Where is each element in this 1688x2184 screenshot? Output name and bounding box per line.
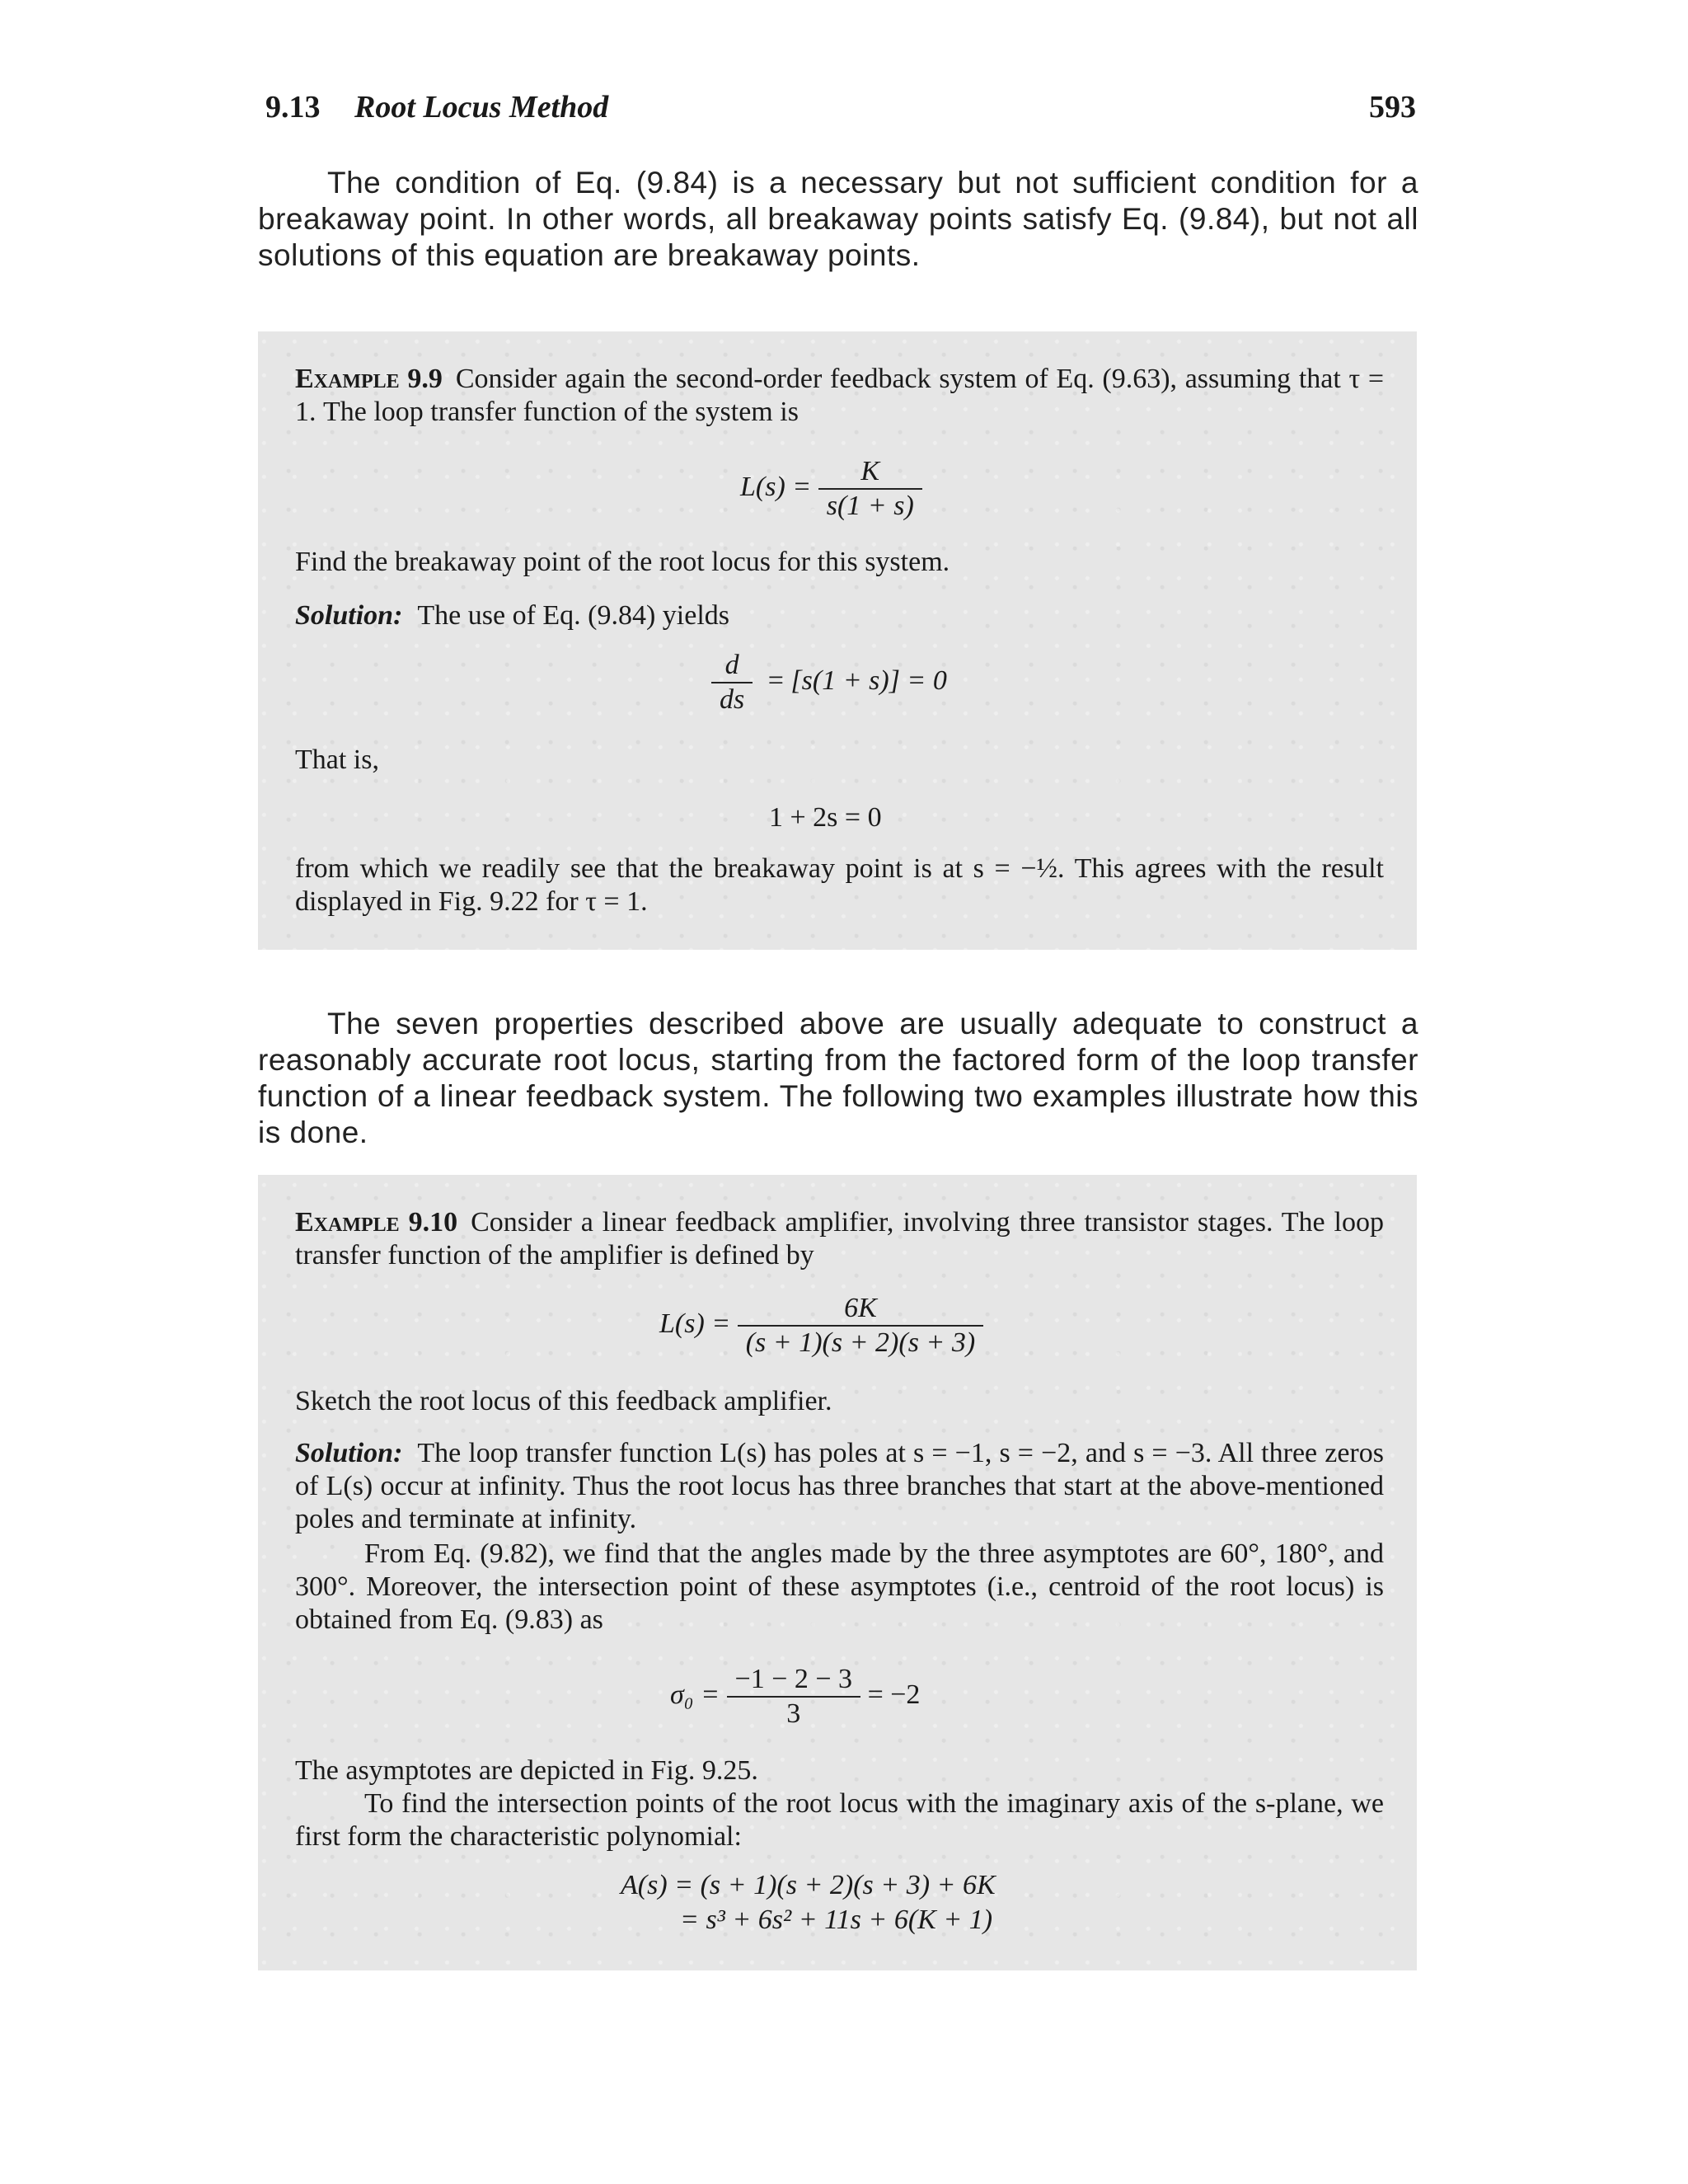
section-title: Root Locus Method <box>354 90 609 124</box>
solution-paragraph <box>295 1437 1384 1536</box>
example-9-10-box <box>258 1175 1417 1970</box>
intro-paragraph <box>258 165 1418 274</box>
equation-amplifier-transfer <box>659 1292 983 1360</box>
eq-lhs: L(s) = <box>659 1308 731 1339</box>
transition-paragraph-text: The seven properties described above are usually adequate to construct a reasonably accurate root locus, starting from the factored form of the loop transfer function of a linear feedback system. The following two examples illustrate how this is done. <box>258 1007 1418 1149</box>
eq-numerator: K <box>818 455 922 490</box>
derivative-numerator: d <box>711 649 753 683</box>
example-label: Example 9.10 <box>295 1207 458 1238</box>
asymptote-paragraph: From Eq. (9.82), we find that the angles made by the three asymptotes are 60°, 180°, and 300°. Moreover, the intersection point of these asymptotes (i.e., centroid of the root locus) is obtained from Eq. (9.83) as <box>295 1538 1384 1635</box>
solution-label: Solution: <box>295 600 403 631</box>
example-9-9-intro <box>295 363 1384 429</box>
centroid-fraction <box>727 1663 861 1731</box>
that-is-label: That is, <box>295 744 379 775</box>
imaginary-axis-paragraph: To find the intersection points of the root locus with the imaginary axis of the s-plane, we first form the characteristic polynomial: <box>295 1788 1384 1852</box>
section-number: 9.13 <box>265 90 321 124</box>
centroid-denominator: 3 <box>786 1698 801 1729</box>
page-number: 593 <box>1369 90 1416 124</box>
centroid-rhs: = −2 <box>867 1679 921 1710</box>
intro-paragraph-text: The condition of Eq. (9.84) is a necessary but not sufficient condition for a breakaway point. In other words, all breakaway points satisfy Eq. (9.84), but not all solutions of this equation are breakaway points. <box>258 166 1418 272</box>
solution-text: The loop transfer function L(s) has poles at s = −1, s = −2, and s = −3. All three zeros of L(s) occur at infinity. Thus the root locus has three branches that start at the above-mentioned poles and terminate at infinity. <box>295 1438 1384 1534</box>
eq-fraction <box>818 455 922 523</box>
centroid-lhs: σ₀ = <box>670 1679 720 1710</box>
characteristic-polynomial-line-2: = s³ + 6s² + 11s + 6(K + 1) <box>680 1905 993 1935</box>
example-9-9-box <box>258 331 1417 950</box>
asymptotes-figure-ref: The asymptotes are depicted in Fig. 9.25. <box>295 1755 758 1786</box>
equation-loop-transfer <box>740 455 922 523</box>
derivative-fraction <box>711 649 753 716</box>
sketch-statement: Sketch the root locus of this feedback amplifier. <box>295 1386 832 1416</box>
equation-breakaway: 1 + 2s = 0 <box>769 802 882 833</box>
equation-derivative: $\frac{d}{ds}$ = [s(1 + s)] = 0 <box>711 649 947 716</box>
eq-numerator: 6K <box>738 1292 983 1327</box>
centroid-numerator: −1 − 2 − 3 <box>727 1663 861 1698</box>
eq-fraction <box>738 1292 983 1360</box>
eq-lhs: L(s) = <box>740 471 812 502</box>
solution-label: Solution: <box>295 1438 403 1468</box>
find-statement: Find the breakaway point of the root locus for this system. <box>295 547 950 577</box>
derivative-rhs: [s(1 + s)] = 0 <box>790 665 947 696</box>
example-label: Example 9.9 <box>295 364 443 394</box>
derivative-denominator: ds <box>720 684 745 715</box>
example-9-10-intro <box>295 1206 1384 1272</box>
solution-line <box>295 599 1384 632</box>
example-intro-text: Consider again the second-order feedback system of Eq. (9.63), assuming that τ = 1. The loop transfer function of the system is <box>295 364 1385 427</box>
transition-paragraph <box>258 1006 1418 1151</box>
equation-centroid <box>670 1663 920 1731</box>
eq-denominator: (s + 1)(s + 2)(s + 3) <box>745 1327 976 1358</box>
running-header <box>265 89 1416 139</box>
characteristic-polynomial-line-1: A(s) = (s + 1)(s + 2)(s + 3) + 6K <box>621 1870 996 1900</box>
eq-denominator: s(1 + s) <box>826 491 914 521</box>
example-9-9-conclusion: from which we readily see that the breakaway point is at s = −½. This agrees with the result displayed in Fig. 9.22 for τ = 1. <box>295 853 1384 917</box>
solution-text: The use of Eq. (9.84) yields <box>417 600 730 631</box>
example-intro-text: Consider a linear feedback amplifier, involving three transistor stages. The loop transfer function of the amplifier is defined by <box>295 1207 1384 1270</box>
